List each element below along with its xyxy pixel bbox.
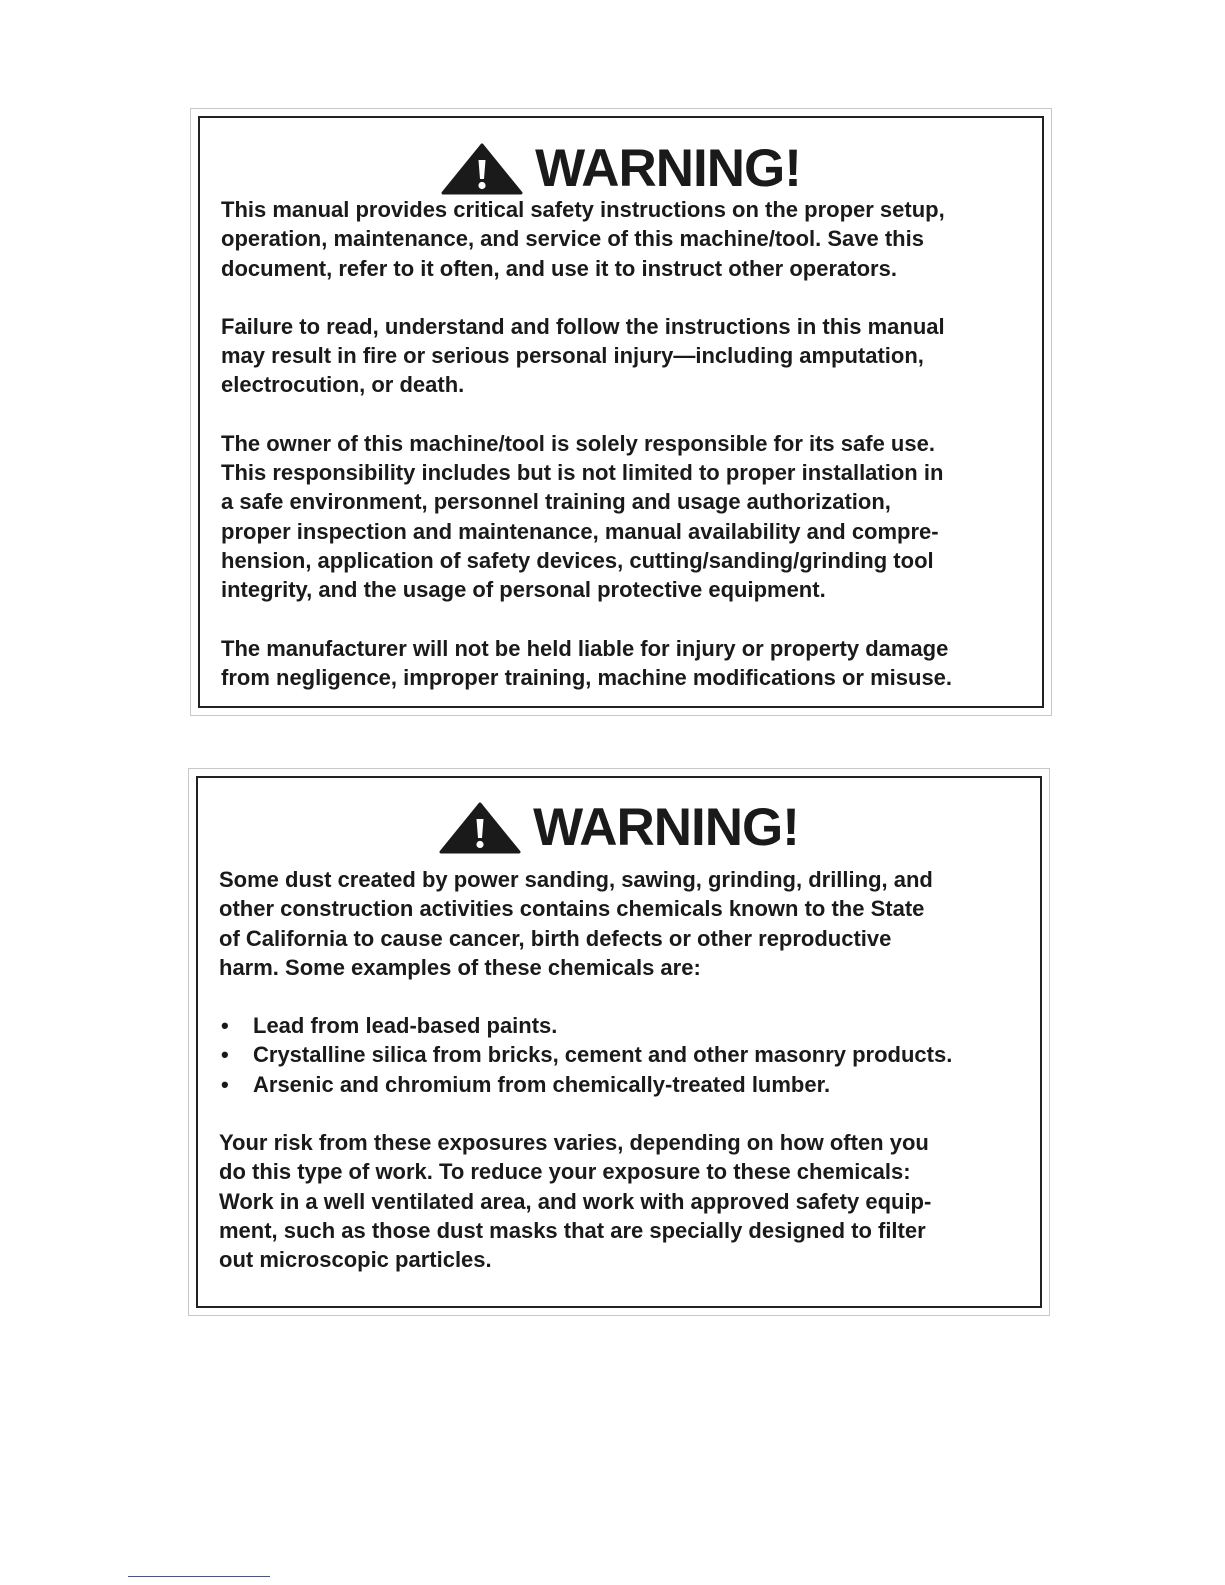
text-line: This manual provides critical safety instructions on the proper setup, — [221, 197, 945, 222]
list-item-text: Crystalline silica from bricks, cement and other masonry products. — [253, 1042, 953, 1068]
text-line: Some dust created by power sanding, sawing, grinding, drilling, and — [219, 867, 933, 892]
text-line: out microscopic particles. — [219, 1247, 492, 1273]
warning-body — [221, 195, 952, 692]
text-line: harm. Some examples of these chemicals are: — [219, 954, 701, 980]
warning-title: WARNING! — [533, 798, 799, 857]
text-line: do this type of work. To reduce your exposure to these chemicals: — [219, 1159, 911, 1185]
text-line: a safe environment, personnel training and usage authorization, — [221, 489, 891, 515]
text-line: may result in fire or serious personal injury—including amputation, — [221, 343, 924, 369]
text-line: document, refer to it often, and use it to instruct other operators. — [221, 255, 897, 281]
text-line: operation, maintenance, and service of this machine/tool. Save this — [221, 226, 924, 252]
list-item-text: Arsenic and chromium from chemically-treated lumber. — [253, 1071, 831, 1097]
warning-title: WARNING! — [535, 139, 801, 198]
text-line: of California to cause cancer, birth defects or other reproductive — [219, 925, 892, 951]
warning-panel-general — [190, 108, 1052, 716]
text-line: ment, such as those dust masks that are specially designed to filter — [219, 1217, 926, 1243]
paragraph-exposure-risk — [219, 1128, 952, 1274]
warning-triangle-icon — [441, 143, 523, 195]
text-line: other construction activities contains chemicals known to the State — [219, 896, 925, 922]
text-line: proper inspection and maintenance, manual availability and compre- — [221, 518, 939, 544]
text-line: hension, application of safety devices, cutting/sanding/grinding tool — [221, 547, 934, 573]
text-line: integrity, and the usage of personal protective equipment. — [221, 577, 826, 603]
warning-triangle-icon — [439, 802, 521, 854]
chemical-examples-list — [219, 1011, 952, 1099]
paragraph-failure-consequences — [221, 312, 952, 400]
warning-heading — [191, 139, 1051, 198]
paragraph-liability — [221, 634, 952, 693]
bullet-icon: • — [221, 1042, 229, 1068]
text-line: This responsibility includes but is not limited to proper installation in — [221, 460, 944, 486]
text-line: The owner of this machine/tool is solely responsible for its safe use. — [221, 430, 935, 456]
text-line: from negligence, improper training, machine modifications or misuse. — [221, 664, 953, 690]
text-line: Work in a well ventilated area, and work with approved safety equip- — [219, 1188, 932, 1214]
text-line: The manufacturer will not be held liable for injury or property damage — [221, 635, 949, 661]
list-item-text: Lead from lead-based paints. — [253, 1013, 558, 1039]
text-line: Failure to read, understand and follow the instructions in this manual — [221, 313, 945, 339]
warning-body — [219, 865, 952, 1275]
list-item — [219, 1070, 952, 1099]
list-item — [219, 1040, 952, 1069]
text-line: Your risk from these exposures varies, depending on how often you — [219, 1130, 929, 1156]
bullet-icon: • — [221, 1071, 229, 1097]
paragraph-dust-chemicals — [219, 865, 952, 982]
paragraph-safety-instructions — [221, 195, 952, 283]
bullet-icon: • — [221, 1013, 229, 1039]
text-line: electrocution, or death. — [221, 372, 465, 398]
warning-panel-california-prop65 — [188, 768, 1050, 1316]
footnote-divider — [128, 1576, 270, 1577]
list-item — [219, 1011, 952, 1040]
paragraph-owner-responsibility — [221, 429, 952, 605]
warning-heading — [189, 798, 1049, 857]
